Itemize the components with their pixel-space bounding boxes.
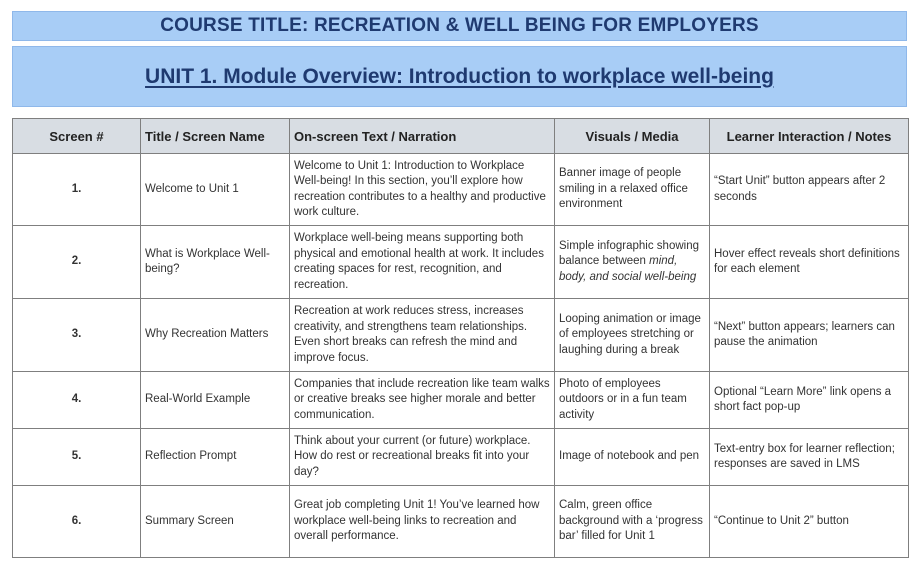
table-row — [13, 154, 909, 226]
header-learner-interaction: Learner Interaction / Notes — [710, 119, 909, 154]
visuals-media: Photo of employees outdoors or in a fun team activity — [555, 372, 710, 429]
visuals-text: Simple infographic showing balance between — [559, 239, 699, 268]
table-row — [13, 429, 909, 486]
learner-interaction: Hover effect reveals short definitions for each element — [710, 226, 909, 299]
screen-title: Reflection Prompt — [141, 429, 290, 486]
learner-interaction: Text-entry box for learner reflection; responses are saved in LMS — [710, 429, 909, 486]
course-title-banner — [12, 11, 907, 41]
header-title: Title / Screen Name — [141, 119, 290, 154]
screen-title: What is Workplace Well-being? — [141, 226, 290, 299]
screen-number: 6. — [13, 486, 141, 558]
table-row — [13, 226, 909, 299]
visuals-text-italic: mind, body, and social well-being — [559, 255, 697, 283]
learner-interaction: “Next” button appears; learners can pause the animation — [710, 299, 909, 372]
screen-title: Real-World Example — [141, 372, 290, 429]
screen-number: 5. — [13, 429, 141, 486]
screen-number: 1. — [13, 154, 141, 226]
learner-interaction: “Start Unit” button appears after 2 seconds — [710, 154, 909, 226]
visuals-media: Image of notebook and pen — [555, 429, 710, 486]
visuals-media: Looping animation or image of employees stretching or laughing during a break — [555, 299, 710, 372]
onscreen-text: Workplace well-being means supporting both physical and emotional health at work. It includes creating spaces for rest, recognition, and recreation. — [290, 226, 555, 299]
visuals-media — [555, 226, 710, 299]
onscreen-text: Welcome to Unit 1: Introduction to Workplace Well-being! In this section, you’ll explore how recreation contributes to a healthy and productive work culture. — [290, 154, 555, 226]
screen-number: 2. — [13, 226, 141, 299]
header-screen-number: Screen # — [13, 119, 141, 154]
screen-title: Summary Screen — [141, 486, 290, 558]
onscreen-text: Companies that include recreation like team walks or creative breaks see higher morale and better communication. — [290, 372, 555, 429]
visuals-media: Banner image of people smiling in a relaxed office environment — [555, 154, 710, 226]
screen-title: Welcome to Unit 1 — [141, 154, 290, 226]
visuals-media: Calm, green office background with a ‘progress bar’ filled for Unit 1 — [555, 486, 710, 558]
onscreen-text: Think about your current (or future) workplace. How do rest or recreational breaks fit into your day? — [290, 429, 555, 486]
header-visuals: Visuals / Media — [555, 119, 710, 154]
unit-title-banner — [12, 46, 907, 107]
screen-number: 4. — [13, 372, 141, 429]
table-row — [13, 372, 909, 429]
unit-title: UNIT 1. Module Overview: Introduction to workplace well-being — [145, 64, 774, 88]
onscreen-text: Recreation at work reduces stress, increases creativity, and strengthens team relationships. Even short breaks can refresh the mind and improve focus. — [290, 299, 555, 372]
learner-interaction: Optional “Learn More” link opens a short fact pop-up — [710, 372, 909, 429]
learner-interaction: “Continue to Unit 2” button — [710, 486, 909, 558]
screen-title: Why Recreation Matters — [141, 299, 290, 372]
screen-number: 3. — [13, 299, 141, 372]
course-title: COURSE TITLE: RECREATION & WELL BEING FOR EMPLOYERS — [160, 15, 759, 36]
storyboard-table — [12, 118, 909, 558]
onscreen-text: Great job completing Unit 1! You’ve learned how workplace well-being links to recreation and overall performance. — [290, 486, 555, 558]
table-header-row — [13, 119, 909, 154]
table-row — [13, 299, 909, 372]
table-row — [13, 486, 909, 558]
header-onscreen-text: On-screen Text / Narration — [290, 119, 555, 154]
